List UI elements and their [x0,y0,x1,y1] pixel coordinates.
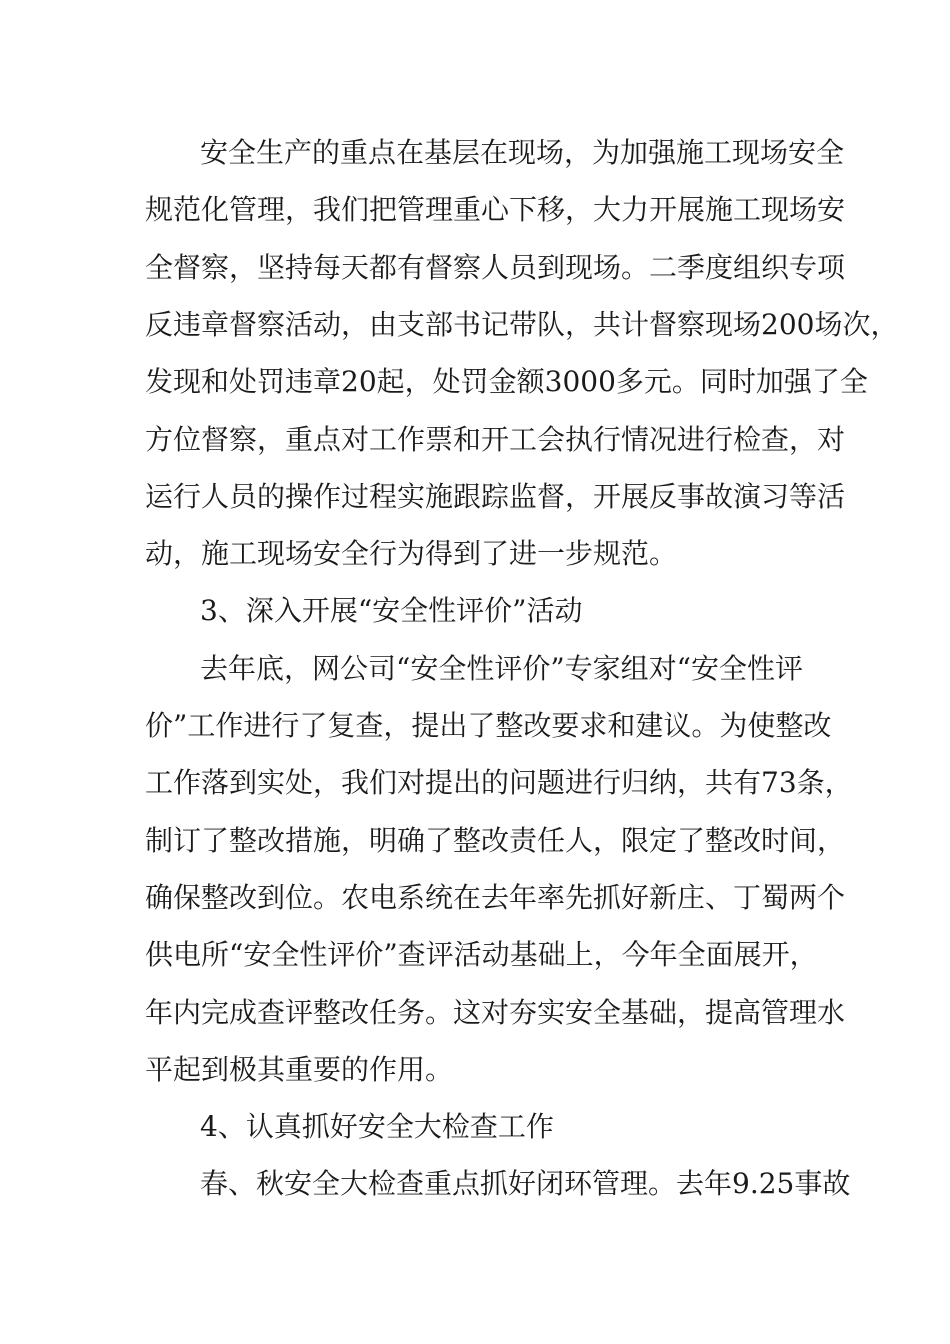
paragraph-line: 方位督察，重点对工作票和开工会执行情况进行检查，对 [145,423,846,456]
section-heading: 4、认真抓好安全大检查工作 [200,1110,554,1143]
section-heading: 3、深入开展“安全性评价”活动 [200,594,583,627]
paragraph-line: 工作落到实处，我们对提出的问题进行归纳，共有73条， [145,766,853,799]
paragraph-line: 安全生产的重点在基层在现场，为加强施工现场安全 [200,136,845,169]
paragraph-line: 春、秋安全大检查重点抓好闭环管理。去年9.25事故 [200,1167,851,1200]
paragraph-line: 运行人员的操作过程实施跟踪监督，开展反事故演习等活 [145,480,846,513]
paragraph-line: 发现和处罚违章20起，处罚金额3000多元。同时加强了全 [145,365,868,398]
paragraph-line: 全督察，坚持每天都有督察人员到现场。二季度组织专项 [145,251,846,284]
paragraph-line: 动，施工现场安全行为得到了进一步规范。 [145,537,678,570]
paragraph-line: 供电所“安全性评价”查评活动基础上，今年全面展开， [145,938,818,971]
paragraph-line: 去年底，网公司“安全性评价”专家组对“安全性评 [200,652,803,685]
paragraph-line: 制订了整改措施，明确了整改责任人，限定了整改时间， [145,824,846,857]
paragraph-line: 平起到极其重要的作用。 [145,1053,454,1086]
paragraph-line: 规范化管理，我们把管理重心下移，大力开展施工现场安 [145,193,846,226]
paragraph-line: 价”工作进行了复查，提出了整改要求和建议。为使整改 [145,709,832,742]
paragraph-line: 反违章督察活动，由支部书记带队，共计督察现场200场次， [145,308,899,341]
paragraph-line: 确保整改到位。农电系统在去年率先抓好新庄、丁蜀两个 [145,881,846,914]
paragraph-line: 年内完成查评整改任务。这对夯实安全基础，提高管理水 [145,996,846,1029]
